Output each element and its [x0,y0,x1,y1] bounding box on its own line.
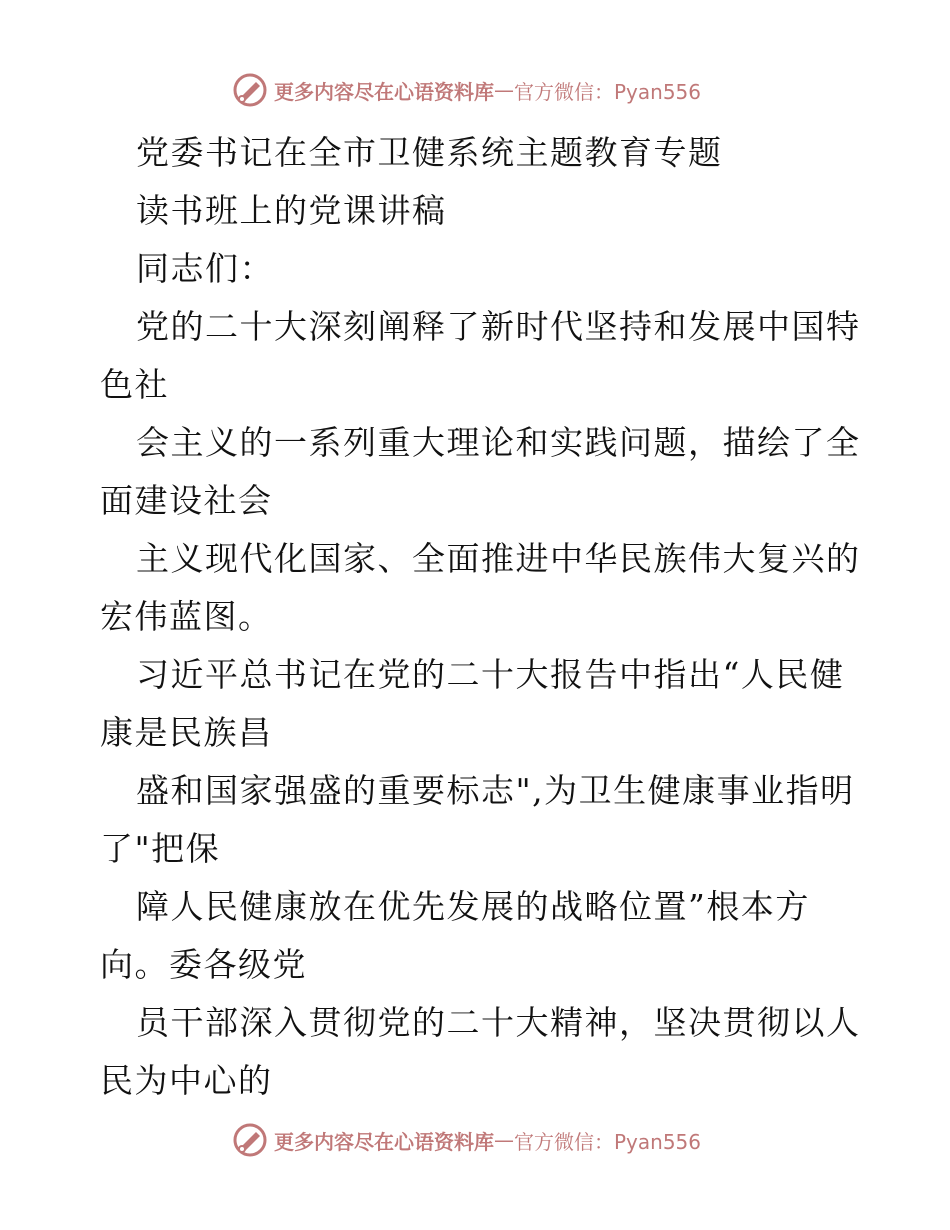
text-line: 向。委各级党 [100,945,307,984]
watermark-suffix: 官方微信：Pyan556 [514,79,702,104]
text-line: 员干部深入贯彻党的二十大精神，坚决贯彻以人 [136,1003,861,1042]
text-line: 会主义的一系列重大理论和实践问题，描绘了全 [136,423,861,462]
footer-watermark [232,1120,701,1160]
text-line: 党委书记在全市卫健系统主题教育专题 [136,133,723,172]
watermark-dash: — [494,1128,514,1152]
text-line: 读书班上的党课讲稿 [136,191,447,230]
text-line: 色社 [100,365,169,404]
text-line: 宏伟蓝图。 [100,597,273,636]
text-line: 康是民族昌 [100,713,273,752]
watermark-brand: 更多内容尽在心语资料库 [274,79,494,104]
text-line: 民为中心的 [100,1061,273,1100]
text-line: 习近平总书记在党的二十大报告中指出“人民健 [136,655,845,694]
text-line: 盛和国家强盛的重要标志",为卫生健康事业指明 [136,771,855,810]
text-line: 主义现代化国家、全面推进中华民族伟大复兴的 [136,539,861,578]
watermark-brand: 更多内容尽在心语资料库 [274,1129,494,1154]
text-line: 障人民健康放在优先发展的战略位置”根本方 [136,887,810,926]
watermark-dash: — [494,78,514,102]
text-line: 同志们： [136,249,274,288]
pen-logo-icon [232,72,268,108]
text-line: 了"把保 [100,829,221,868]
header-watermark [232,70,701,110]
document-body [100,124,860,1110]
watermark-suffix: 官方微信：Pyan556 [514,1129,702,1154]
text-line: 党的二十大深刻阐释了新时代坚持和发展中国特 [136,307,861,346]
text-line: 面建设社会 [100,481,273,520]
pen-logo-icon [232,1122,268,1158]
